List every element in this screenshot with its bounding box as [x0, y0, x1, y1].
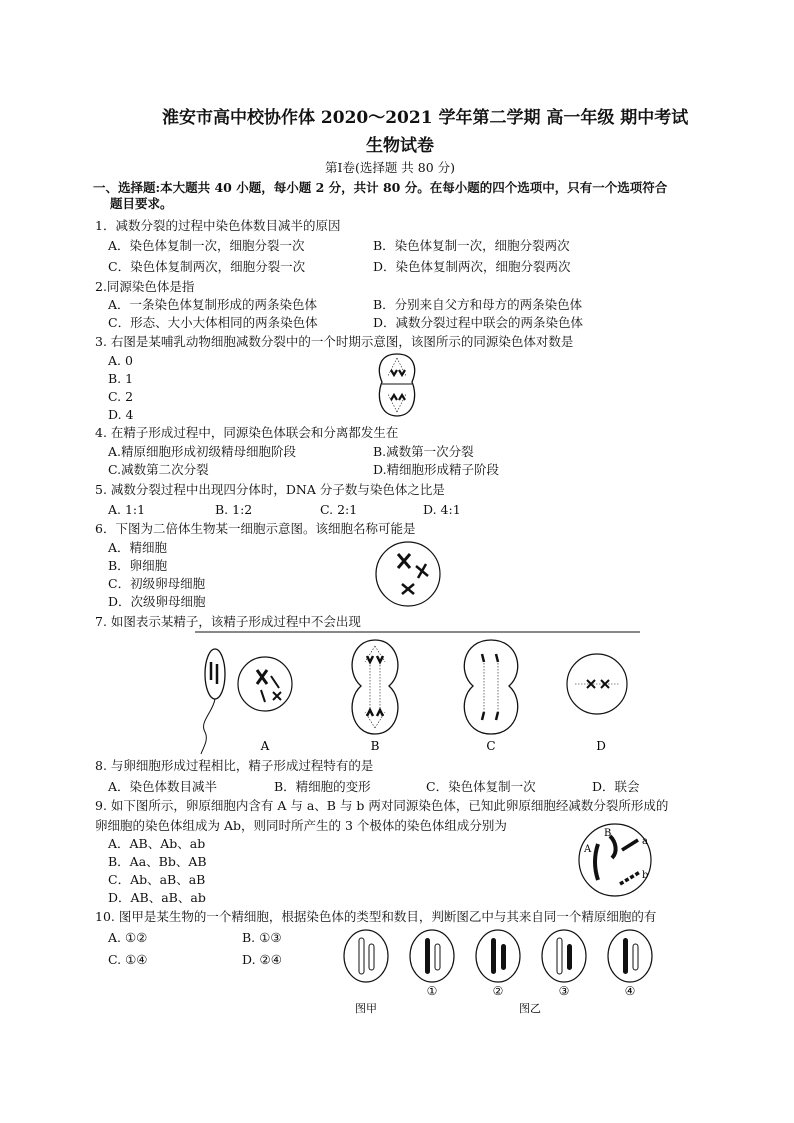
instructions-line2: 题目要求。 [110, 196, 173, 211]
question-1-option-c: C．染色体复制两次，细胞分裂一次 [108, 259, 306, 274]
label-B: B [604, 828, 612, 839]
figure-label-a: A [260, 739, 270, 753]
figure-label-c: C [486, 739, 496, 753]
question-3-option-b: B. 1 [108, 371, 134, 386]
figure-2-cell [476, 930, 520, 982]
question-7-stem: 7. 如图表示某精子，该精子形成过程中不会出现 [95, 614, 361, 629]
question-8-option-c: C．染色体复制一次 [426, 779, 536, 794]
question-10-option-d: D. ②④ [242, 952, 282, 967]
question-4-option-c: C.减数第二次分裂 [108, 462, 209, 477]
question-1-option-d: D．染色体复制两次，细胞分裂两次 [373, 259, 571, 274]
figure-3-cell [542, 930, 586, 982]
figure-label-b: B [370, 739, 380, 753]
question-5-option-a: A. 1:1 [108, 502, 146, 517]
question-1-option-a: A．染色体复制一次，细胞分裂一次 [108, 238, 305, 253]
question-5-option-b: B. 1:2 [215, 502, 253, 517]
question-9-stem-line1: 9. 如下图所示，卵原细胞内含有 A 与 a、B 与 b 两对同源染色体，已知此卵原细胞经减数分裂所形成的 [95, 798, 669, 813]
question-9-option-b: B．Aa、Bb、AB [108, 854, 207, 869]
question-8-option-b: B．精细胞的变形 [274, 779, 371, 794]
question-4-stem: 4. 在精子形成过程中，同源染色体联会和分离都发生在 [95, 425, 399, 440]
exam-title: 淮安市高中校协作体 2020～2021 学年第二学期 高一年级 期中考试 [162, 108, 689, 128]
question-6-option-c: C．初级卵母细胞 [108, 576, 206, 591]
question-9-option-a: A．AB、Ab、ab [108, 836, 206, 851]
question-6-option-a: A．精细胞 [108, 540, 168, 555]
figure-a-cell [238, 657, 292, 711]
question-4-option-d: D.精细胞形成精子阶段 [373, 462, 500, 477]
figure-caption-yi: 图乙 [519, 1002, 541, 1015]
figure-d-cell [567, 654, 627, 714]
question-2-option-a: A．一条染色体复制形成的两条染色体 [108, 297, 318, 312]
question-4-option-b: B.减数第一次分裂 [373, 444, 474, 459]
question-3-option-c: C. 2 [108, 389, 134, 404]
question-5-option-c: C. 2:1 [320, 502, 358, 517]
question-6-option-d: D．次级卵母细胞 [108, 594, 206, 609]
question-6-cell-figure [374, 540, 442, 608]
figure-label-1: ① [426, 984, 438, 998]
question-8-option-a: A．染色体数目减半 [108, 779, 218, 794]
figure-label-3: ③ [558, 984, 570, 998]
question-2-option-c: C．形态、大小大体相同的两条染色体 [108, 315, 318, 330]
paper-subtitle: 生物试卷 [366, 136, 434, 156]
figure-label-4: ④ [624, 984, 636, 998]
question-6-stem: 6．下图为二倍体生物某一细胞示意图。该细胞名称可能是 [95, 521, 416, 536]
question-3-option-d: D. 4 [108, 407, 134, 422]
question-9-option-d: D．AB、aB、ab [108, 890, 206, 905]
question-1-option-b: B．染色体复制一次，细胞分裂两次 [373, 238, 570, 253]
figure-4-cell [608, 930, 652, 982]
figure-label-d: D [596, 739, 606, 753]
figure-c-cell [464, 640, 517, 734]
question-6-option-b: B．卵细胞 [108, 558, 168, 573]
label-b: b [642, 870, 649, 881]
instructions-line1: 一、选择题:本大题共 40 小题，每小题 2 分，共计 80 分。在每小题的四个选项中，只有一个选项符合 [93, 180, 668, 195]
question-1-stem: 1．减数分裂的过程中染色体数目减半的原因 [95, 218, 341, 233]
question-3-stem: 3. 右图是某哺乳动物细胞减数分裂中的一个时期示意图，该图所示的同源染色体对数是 [95, 334, 574, 349]
question-3-option-a: A. 0 [108, 353, 133, 368]
figure-jia-cell [344, 930, 388, 982]
sperm-figure [201, 649, 225, 754]
figure-b-cell [352, 640, 398, 734]
figure-caption-jia: 图甲 [355, 1002, 377, 1015]
label-A: A [584, 844, 592, 855]
question-5-option-d: D. 4:1 [423, 502, 461, 517]
question-10-stem: 10. 图甲是某生物的一个精细胞，根据染色体的类型和数目，判断图乙中与其来自同一个精原细胞的有 [95, 909, 657, 924]
question-2-option-d: D．减数分裂过程中联会的两条染色体 [373, 315, 584, 330]
question-4-option-a: A.精原细胞形成初级精母细胞阶段 [108, 444, 297, 459]
question-5-stem: 5. 减数分裂过程中出现四分体时，DNA 分子数与染色体之比是 [95, 482, 445, 497]
question-8-stem: 8. 与卵细胞形成过程相比，精子形成过程特有的是 [95, 758, 374, 773]
question-10-figures [338, 928, 668, 1018]
question-8-option-d: D．联会 [592, 779, 640, 794]
question-7-figures [195, 632, 640, 757]
question-9-option-c: C．Ab、aB、aB [108, 872, 206, 887]
section-info: 第Ⅰ卷(选择题 共 80 分) [325, 160, 456, 175]
question-3-cell-figure [372, 352, 422, 418]
figure-label-2: ② [492, 984, 504, 998]
figure-1-cell [410, 930, 454, 982]
question-2-option-b: B．分别来自父方和母方的两条染色体 [373, 297, 583, 312]
question-10-option-c: C. ①④ [108, 952, 148, 967]
question-9-cell-figure [576, 822, 654, 898]
label-a: a [642, 836, 648, 847]
question-10-option-b: B. ①③ [242, 930, 282, 945]
question-2-stem: 2.同源染色体是指 [95, 279, 195, 294]
question-10-option-a: A. ①② [108, 930, 148, 945]
question-9-stem-line2: 卵细胞的染色体组成为 Ab，则同时所产生的 3 个极体的染色体组成分别为 [95, 818, 507, 833]
